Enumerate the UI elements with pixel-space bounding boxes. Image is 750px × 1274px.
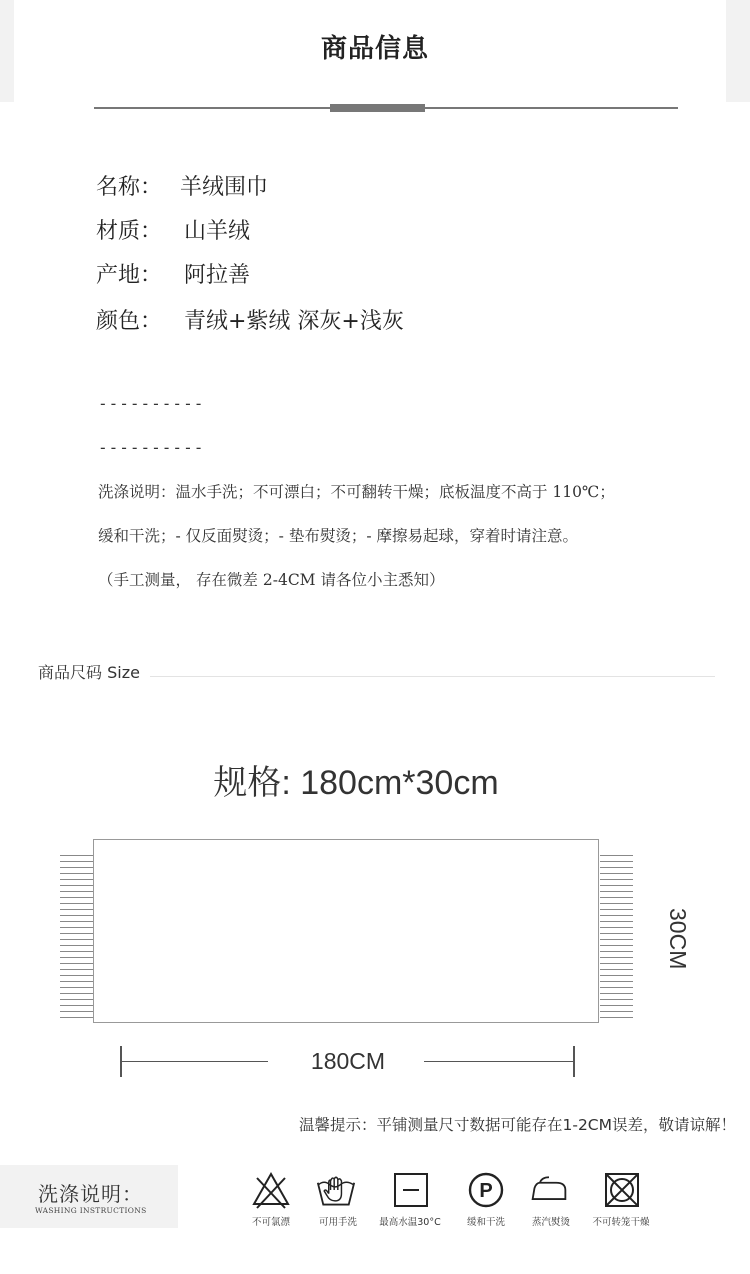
steam-iron-icon (529, 1170, 569, 1210)
scarf-fringe-left (60, 855, 93, 1020)
scarf-fringe-right (600, 855, 633, 1020)
washing-text-line: 缓和干洗；- 仅反面熨烫；- 垫布熨烫；- 摩擦易起球，穿着时请注意。 (98, 527, 578, 545)
gentle-dry-clean-icon (466, 1170, 506, 1210)
length-dimension-label: 180CM (310, 1048, 386, 1074)
page-title: 商品信息 (320, 34, 429, 64)
info-value: 羊绒围巾 (180, 175, 269, 200)
care-subtitle: WASHING INSTRUCTIONS (35, 1206, 147, 1215)
info-label: 材质： (96, 219, 163, 244)
dash-divider: ---------- (98, 394, 205, 413)
width-dimension-label: 30CM (665, 908, 691, 970)
info-value: 青绒+紫绒 深灰+浅灰 (184, 309, 404, 334)
no-bleach-icon (251, 1170, 291, 1210)
svg-text:P: P (479, 1180, 493, 1202)
info-value: 山羊绒 (184, 219, 251, 244)
info-label: 颜色： (96, 309, 163, 334)
no-tumble-dry-icon (602, 1170, 642, 1210)
scarf-diagram (93, 839, 599, 1023)
info-row-material (96, 214, 250, 245)
length-dimension-line-left (121, 1061, 268, 1062)
dash-divider: ---------- (98, 438, 205, 457)
info-label: 产地： (96, 263, 163, 288)
info-row-color (96, 304, 404, 335)
care-label: 不可氯漂 (251, 1217, 291, 1228)
length-dimension-cap-right (573, 1046, 575, 1077)
length-dimension-line-right (424, 1061, 574, 1062)
care-label: 不可转笼干燥 (592, 1217, 650, 1228)
info-value: 阿拉善 (184, 263, 251, 288)
size-section-title: 商品尺码 Size (38, 663, 140, 682)
measurement-tip: 温馨提示：平铺测量尺寸数据可能存在1-2CM误差，敬请谅解！ (298, 1116, 736, 1134)
info-row-origin (96, 258, 250, 289)
care-title: 洗涤说明： (38, 1182, 143, 1206)
info-row-name (96, 170, 268, 201)
care-label: 缓和干洗 (466, 1217, 506, 1228)
care-label: 最高水温30°C (379, 1217, 441, 1228)
info-label: 名称： (96, 175, 163, 200)
care-label: 可用手洗 (318, 1217, 358, 1228)
washing-text-line: 洗涤说明：温水手洗；不可漂白；不可翻转干燥；底板温度不高于 110℃； (98, 483, 615, 501)
care-label: 蒸汽熨烫 (531, 1217, 571, 1228)
max-temp-icon (391, 1170, 431, 1210)
size-spec: 规格: 180cm*30cm (213, 764, 499, 802)
measurement-note: （手工测量， 存在微差 2-4CM 请各位小主悉知） (98, 571, 445, 589)
title-divider-accent (330, 104, 425, 112)
size-section-divider (150, 676, 715, 677)
hand-wash-icon (316, 1170, 356, 1210)
